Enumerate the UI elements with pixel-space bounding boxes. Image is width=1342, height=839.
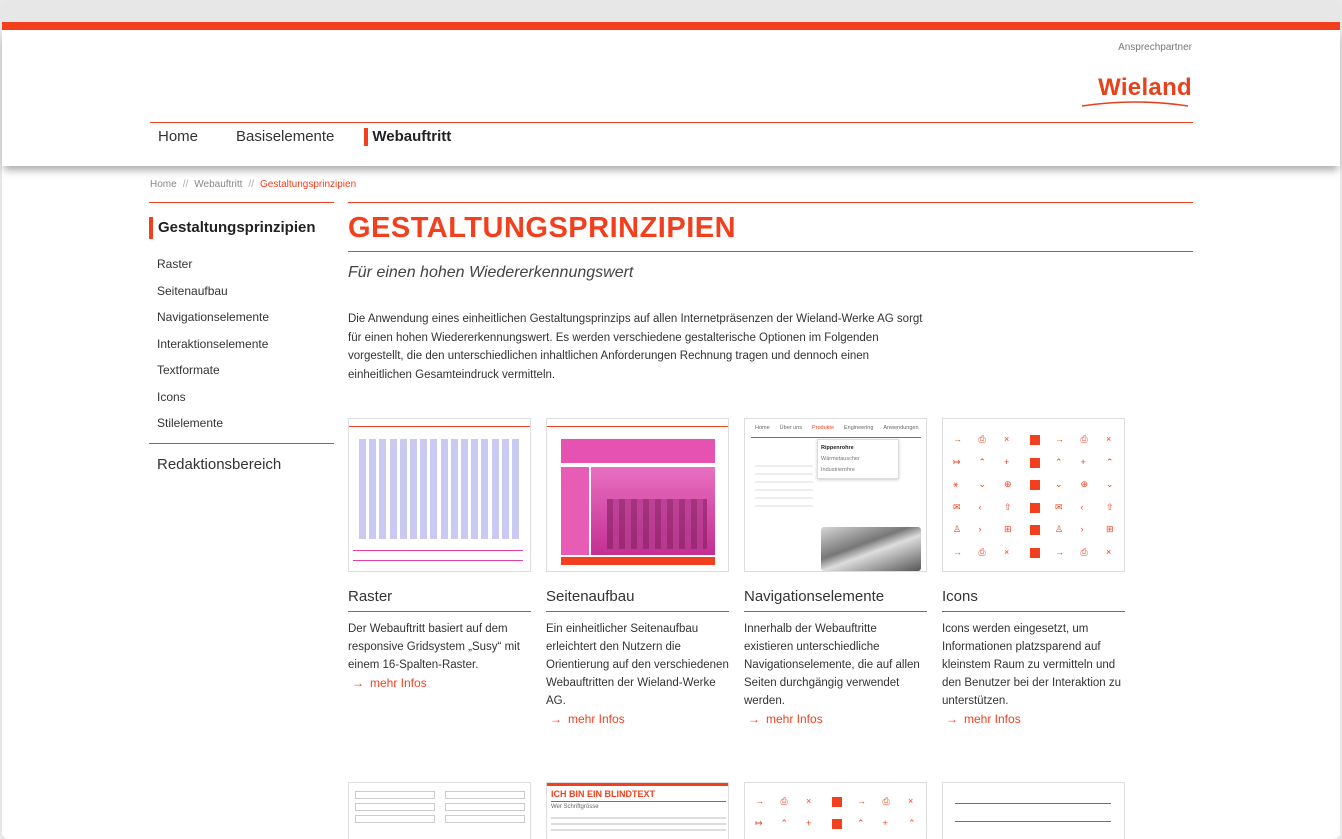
raster-column: [379, 439, 386, 539]
more-info-label: mehr Infos: [568, 712, 625, 726]
icon-sample: ♙: [1055, 524, 1064, 535]
sidebar-divider: [149, 443, 334, 444]
contact-link[interactable]: Ansprechpartner: [1118, 42, 1192, 53]
breadcrumb-separator: //: [182, 179, 189, 190]
breadcrumb-home[interactable]: Home: [150, 179, 177, 190]
raster-column: [390, 439, 397, 539]
more-info-link[interactable]: [744, 712, 823, 726]
icon-sample: ⇧: [1106, 501, 1114, 512]
raster-column: [369, 439, 376, 539]
icon-sample: →: [1055, 547, 1064, 557]
icon-sample: →: [857, 796, 866, 806]
icon-sample: ×: [1004, 434, 1010, 444]
header: [2, 30, 1340, 166]
icon-sample-filled: [1030, 435, 1040, 445]
thumb-dropdown: [817, 439, 899, 479]
nav-webauftritt[interactable]: Webauftritt: [364, 128, 459, 146]
icon-sample: ↦: [953, 456, 961, 467]
thumb-nav-item: Anwendungen: [883, 425, 919, 431]
icon-sample: ⌃: [1106, 456, 1114, 467]
thumb-blindtext-title: ICH BIN EIN BLINDTEXT: [551, 789, 656, 799]
textformat-thumbnail[interactable]: [546, 782, 729, 839]
icon-sample: ‹: [1080, 501, 1084, 512]
sidebar-item-navigationselemente[interactable]: Navigationselemente: [157, 310, 270, 324]
page-subtitle: Für einen hohen Wiedererkennungswert: [348, 264, 634, 281]
icon-sample: ‹: [978, 501, 982, 512]
thumb-nav-item: Engineering: [844, 425, 874, 431]
icon-sample: ›: [1080, 524, 1084, 535]
sidebar-item-icons[interactable]: Icons: [157, 389, 186, 404]
icon-sample-filled: [1030, 503, 1040, 513]
raster-column: [512, 439, 519, 539]
icon-sample: ×: [1106, 434, 1112, 444]
main-content: [348, 202, 1193, 384]
icon-sample: ×: [1004, 547, 1010, 557]
card-divider: [744, 611, 927, 612]
icon-sample: ⎙: [882, 796, 890, 806]
arrow-right-icon: →: [748, 712, 760, 726]
icon-sample: ×: [1106, 547, 1112, 557]
icon-sample: ⌃: [857, 818, 865, 828]
thumb-blindtext-sub: Wer Schriftgrösse: [551, 804, 599, 810]
icon-sample: +: [1080, 456, 1086, 467]
icon-sample: ⎙: [780, 796, 788, 806]
card-text: Der Webauftritt basiert auf dem responsive Gridsystem „Susy“ mit einem 16-Spalten-Raster.: [348, 623, 520, 671]
intro-text: Die Anwendung eines einheitlichen Gestaltungsprinzips auf allen Internetpräsenzen der Wieland-Werke AG sorgt für einen hohen Wiedererkennungswert. Es werden verschiedene gestalterische Optionen im Folgenden vorgestellt, die den unterschiedlichen inhaltlichen Anforderungen Rechnung tragen und dennoch einen einheitlichen Gesamteindruck vermitteln.: [348, 313, 923, 381]
breadcrumb-separator: //: [248, 179, 254, 190]
card-grid: [348, 418, 1125, 728]
arrow-right-icon: →: [550, 712, 562, 726]
icons-thumbnail[interactable]: [942, 418, 1125, 572]
raster-column: [451, 439, 458, 539]
thumb-dropdown-item: Wärmetauscher: [821, 456, 860, 462]
icon-sample: →: [953, 547, 962, 557]
icon-sample: ⊞: [1106, 524, 1114, 535]
icon-sample: ✉: [1055, 501, 1063, 512]
sidebar-divider: [149, 202, 334, 203]
icon-sample: ⌃: [780, 818, 789, 828]
icon-sample: →: [953, 434, 962, 444]
card-title: Icons: [942, 588, 978, 605]
more-info-link[interactable]: [546, 712, 625, 726]
card-title: Seitenaufbau: [546, 588, 635, 605]
arrow-right-icon: →: [946, 712, 958, 726]
icon-sample: →: [755, 796, 764, 806]
thumb-nav-item: Home: [755, 425, 770, 431]
raster-column: [492, 439, 499, 539]
icon-sample: ×: [908, 796, 914, 806]
page-title: GESTALTUNGSPRINZIPIEN: [348, 212, 737, 244]
sidebar-item-stilelemente[interactable]: Stilelemente: [157, 416, 224, 430]
icons2-thumbnail[interactable]: [744, 782, 927, 839]
icon-sample: ⊕: [1004, 479, 1012, 490]
icon-sample: ✉: [953, 501, 961, 512]
raster-column: [481, 439, 488, 539]
thumb-nav-item: Über uns: [779, 425, 802, 431]
raster-column: [400, 439, 407, 539]
card-navigationselemente: [744, 418, 927, 728]
seitenaufbau-thumbnail[interactable]: [546, 418, 729, 572]
card-seitenaufbau: [546, 418, 729, 728]
sidebar-item-raster[interactable]: Raster: [157, 257, 193, 271]
raster-column: [441, 439, 448, 539]
icon-sample: ›: [978, 524, 982, 535]
more-info-label: mehr Infos: [370, 676, 427, 690]
icon-sample: ⌃: [908, 818, 916, 828]
more-info-label: mehr Infos: [766, 712, 823, 726]
card-divider: [546, 611, 729, 612]
icon-sample-filled: [1030, 525, 1040, 535]
sidebar-item-redaktionsbereich[interactable]: Redaktionsbereich: [157, 455, 282, 473]
icon-sample: ⇧: [1004, 501, 1012, 512]
thumb-dropdown-item: Industrierohre: [821, 467, 855, 473]
card-text: Ein einheitlicher Seitenaufbau erleichtert den Nutzern die Orientierung auf den verschiedenen Webauftritten der Wieland-Werke AG.: [546, 623, 729, 707]
icon-sample: ↦: [755, 818, 763, 828]
thumb-dropdown-item: Rippenrohre: [821, 445, 854, 451]
page: [2, 22, 1340, 839]
sidebar-item-interaktionselemente[interactable]: Interaktionselemente: [157, 336, 269, 351]
card-title: Navigationselemente: [744, 588, 885, 605]
nav-basiselemente[interactable]: Basiselemente: [236, 128, 335, 145]
more-info-link[interactable]: [942, 712, 1021, 726]
more-info-label: mehr Infos: [964, 712, 1021, 726]
icon-sample-filled: [1030, 548, 1040, 558]
title-rule-top: [348, 202, 1193, 203]
thumb-nav-menu: [755, 425, 919, 431]
card-title: Raster: [348, 588, 393, 605]
icon-sample: +: [806, 818, 812, 828]
raster-column: [430, 439, 437, 539]
icon-sample: ⌄: [1055, 479, 1063, 490]
icon-sample: ⚹: [953, 479, 959, 490]
wieland-logo[interactable]: Wieland: [1098, 74, 1192, 101]
icon-sample: ⌄: [978, 479, 987, 490]
icon-sample: +: [882, 818, 888, 828]
card-text: Innerhalb der Webauftritte existieren unterschiedliche Navigationselemente, die auf allen Seiten durchgängig verwendet werden.: [744, 623, 920, 707]
icon-sample-filled: [832, 797, 842, 807]
icon-sample-filled: [832, 819, 842, 829]
icon-sample: ♙: [953, 524, 962, 535]
sidebar-item-seitenaufbau[interactable]: Seitenaufbau: [157, 283, 228, 298]
icon-sample: ⎙: [1080, 547, 1088, 557]
raster-thumbnail[interactable]: [348, 418, 531, 572]
icon-sample: ⊞: [1004, 524, 1012, 535]
card-text: Icons werden eingesetzt, um Informationen platzsparend auf kleinstem Raum zu vermitteln und den Benutzer bei der Interaktion zu unterstützen.: [942, 623, 1122, 707]
raster-column: [359, 439, 366, 539]
icon-sample: ⊕: [1080, 479, 1089, 490]
card-icons: [942, 418, 1125, 728]
icon-sample: ⎙: [978, 434, 986, 444]
breadcrumb-webauftritt[interactable]: Webauftritt: [194, 179, 243, 190]
icon-sample: ⌃: [978, 456, 987, 467]
card-divider: [348, 611, 531, 612]
nav-divider: [150, 122, 1193, 123]
thumb-nav-item: Produkte: [812, 425, 835, 431]
raster-column: [420, 439, 427, 539]
main-nav: [150, 128, 481, 146]
nav-home[interactable]: Home: [158, 128, 199, 145]
raster-column: [461, 439, 468, 539]
sidebar-item-textformate[interactable]: Textformate: [157, 363, 220, 377]
raster-column: [502, 439, 509, 539]
icon-sample: ⌃: [1055, 456, 1063, 467]
logo-swoosh-icon: [1080, 100, 1190, 108]
icon-sample: ⎙: [978, 547, 986, 557]
card-divider: [942, 611, 1125, 612]
sidebar-list: [149, 251, 334, 437]
icon-sample-filled: [1030, 480, 1040, 490]
card-grid-row-2: [348, 782, 1125, 839]
icon-sample-filled: [1030, 458, 1040, 468]
more-info-link[interactable]: [348, 676, 427, 690]
top-accent-bar: [2, 22, 1340, 30]
icon-sample: ×: [806, 796, 812, 806]
sidebar: [149, 202, 334, 473]
icon-sample: ⌄: [1106, 479, 1114, 490]
card-raster: [348, 418, 531, 728]
breadcrumb-current: Gestaltungsprinzipien: [259, 179, 357, 190]
raster-column: [471, 439, 478, 539]
icon-sample: →: [1055, 434, 1064, 444]
navigationselemente-thumbnail[interactable]: [744, 418, 927, 572]
title-rule-bottom: [348, 251, 1193, 252]
icon-sample: ⎙: [1080, 434, 1088, 444]
breadcrumb: [150, 179, 356, 190]
form-thumbnail[interactable]: [348, 782, 531, 839]
raster-column: [410, 439, 417, 539]
icon-sample: +: [1004, 456, 1010, 467]
arrow-right-icon: →: [352, 676, 364, 690]
stilelemente-thumbnail[interactable]: [942, 782, 1125, 839]
sidebar-title[interactable]: Gestaltungsprinzipien: [149, 217, 334, 239]
